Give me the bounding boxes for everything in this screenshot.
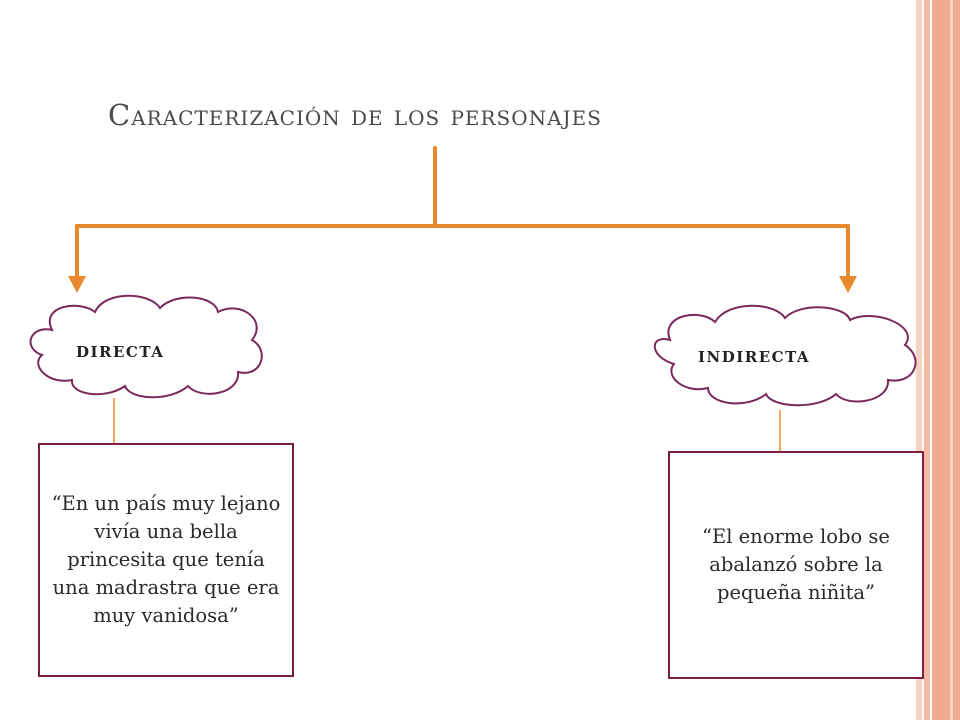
arrowhead-right-icon [839,276,857,293]
quote-text-indirecta: “El enorme lobo se abalanzó sobre la pequeña niñita” [702,525,890,604]
label-indirecta: INDIRECTA [698,348,811,366]
slide-title: Caracterización de los personajes [108,98,602,132]
quote-box-indirecta [668,451,924,679]
arrowhead-left-icon [68,276,86,293]
quote-text-directa: “En un país muy lejano vivía una bella princesita que tenía una madrastra que era muy vanidosa” [51,492,281,627]
label-directa: DIRECTA [76,343,165,361]
quote-box-directa [38,443,294,677]
